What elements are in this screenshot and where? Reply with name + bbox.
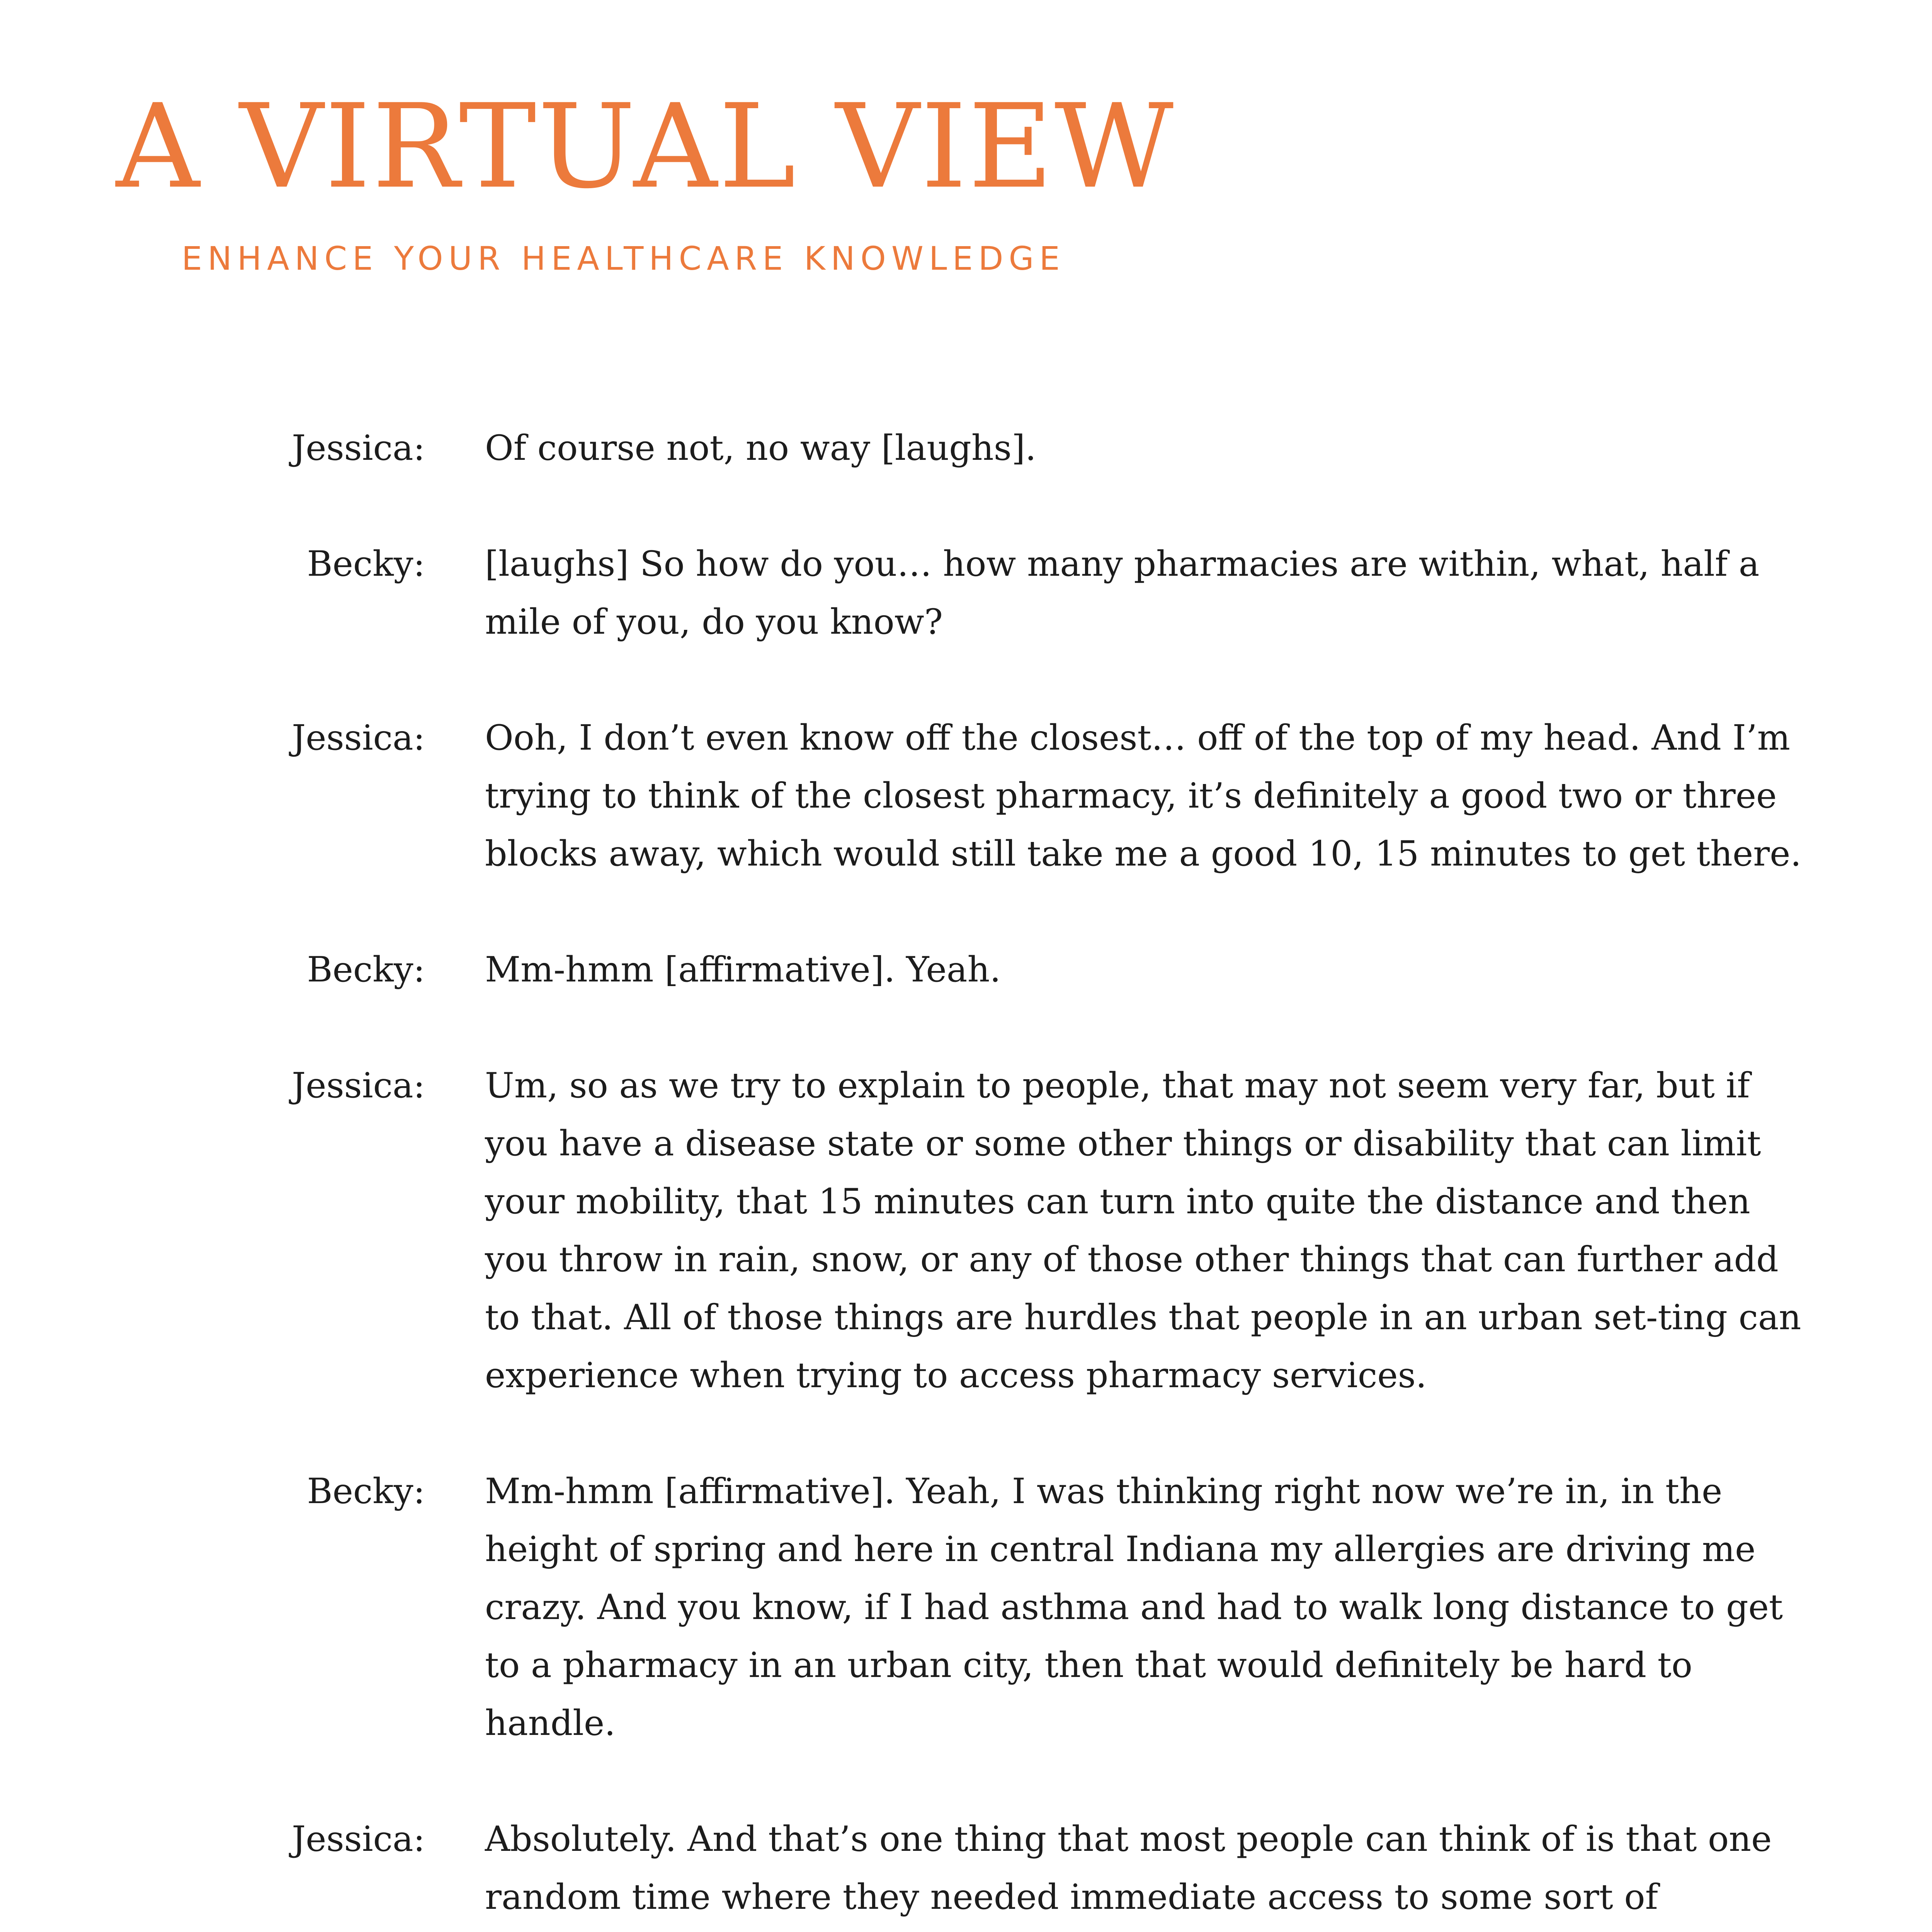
speaker-name: Becky: — [307, 544, 425, 584]
turn-text: Um, so as we try to explain to people, that may not seem very far, but if you have a disease state or some other things or disability that can limit your mobility, that 15 minutes can turn into quite the distance and then you throw in rain, snow, or any of those other things that can further add to that. All of those things are hurdles that people in an urban set-ting can experience when trying to access pharmacy services. — [485, 1065, 1801, 1396]
transcript-turn — [0, 941, 1932, 999]
turn-text: Ooh, I don’t even know off the closest… off of the top of my head. And I’m trying to think of the closest pharmacy, it’s definitely a good two or three blocks away, which would still take me a good 10, 15 minutes to get there. — [485, 718, 1801, 874]
transcript-turn — [0, 709, 1932, 883]
turn-text: [laughs] So how do you… how many pharmacies are within, what, half a mile of you, do you know? — [485, 544, 1760, 642]
transcript-turn — [0, 1463, 1932, 1752]
speaker-name: Jessica: — [292, 428, 425, 468]
transcript-turn — [0, 419, 1932, 477]
turn-text: Absolutely. And that’s one thing that most people can think of is that one random time where they needed immediate access to some sort of — [485, 1819, 1772, 1917]
page-title: A VIRTUAL VIEW — [116, 79, 1175, 214]
speaker-name: Jessica: — [292, 718, 425, 758]
page-subtitle: ENHANCE YOUR HEALTHCARE KNOWLEDGE — [182, 240, 1065, 277]
transcript-turn — [0, 535, 1932, 651]
turn-text: Mm-hmm [affirmative]. Yeah. — [485, 949, 1001, 990]
speaker-name: Jessica: — [292, 1065, 425, 1106]
turn-text: Mm-hmm [affirmative]. Yeah, I was thinking right now we’re in, in the height of spring and here in central Indiana my allergies are driving me crazy. And you know, if I had asthma and had to walk long distance to get to a pharmacy in an urban city, then that would definitely be hard to handle. — [485, 1471, 1783, 1743]
transcript — [0, 419, 1932, 1932]
speaker-name: Becky: — [307, 949, 425, 990]
speaker-name: Becky: — [307, 1471, 425, 1512]
transcript-turn — [0, 1810, 1932, 1932]
turn-text: Of course not, no way [laughs]. — [485, 428, 1036, 468]
transcript-turn — [0, 1057, 1932, 1405]
speaker-name: Jessica: — [292, 1819, 425, 1859]
